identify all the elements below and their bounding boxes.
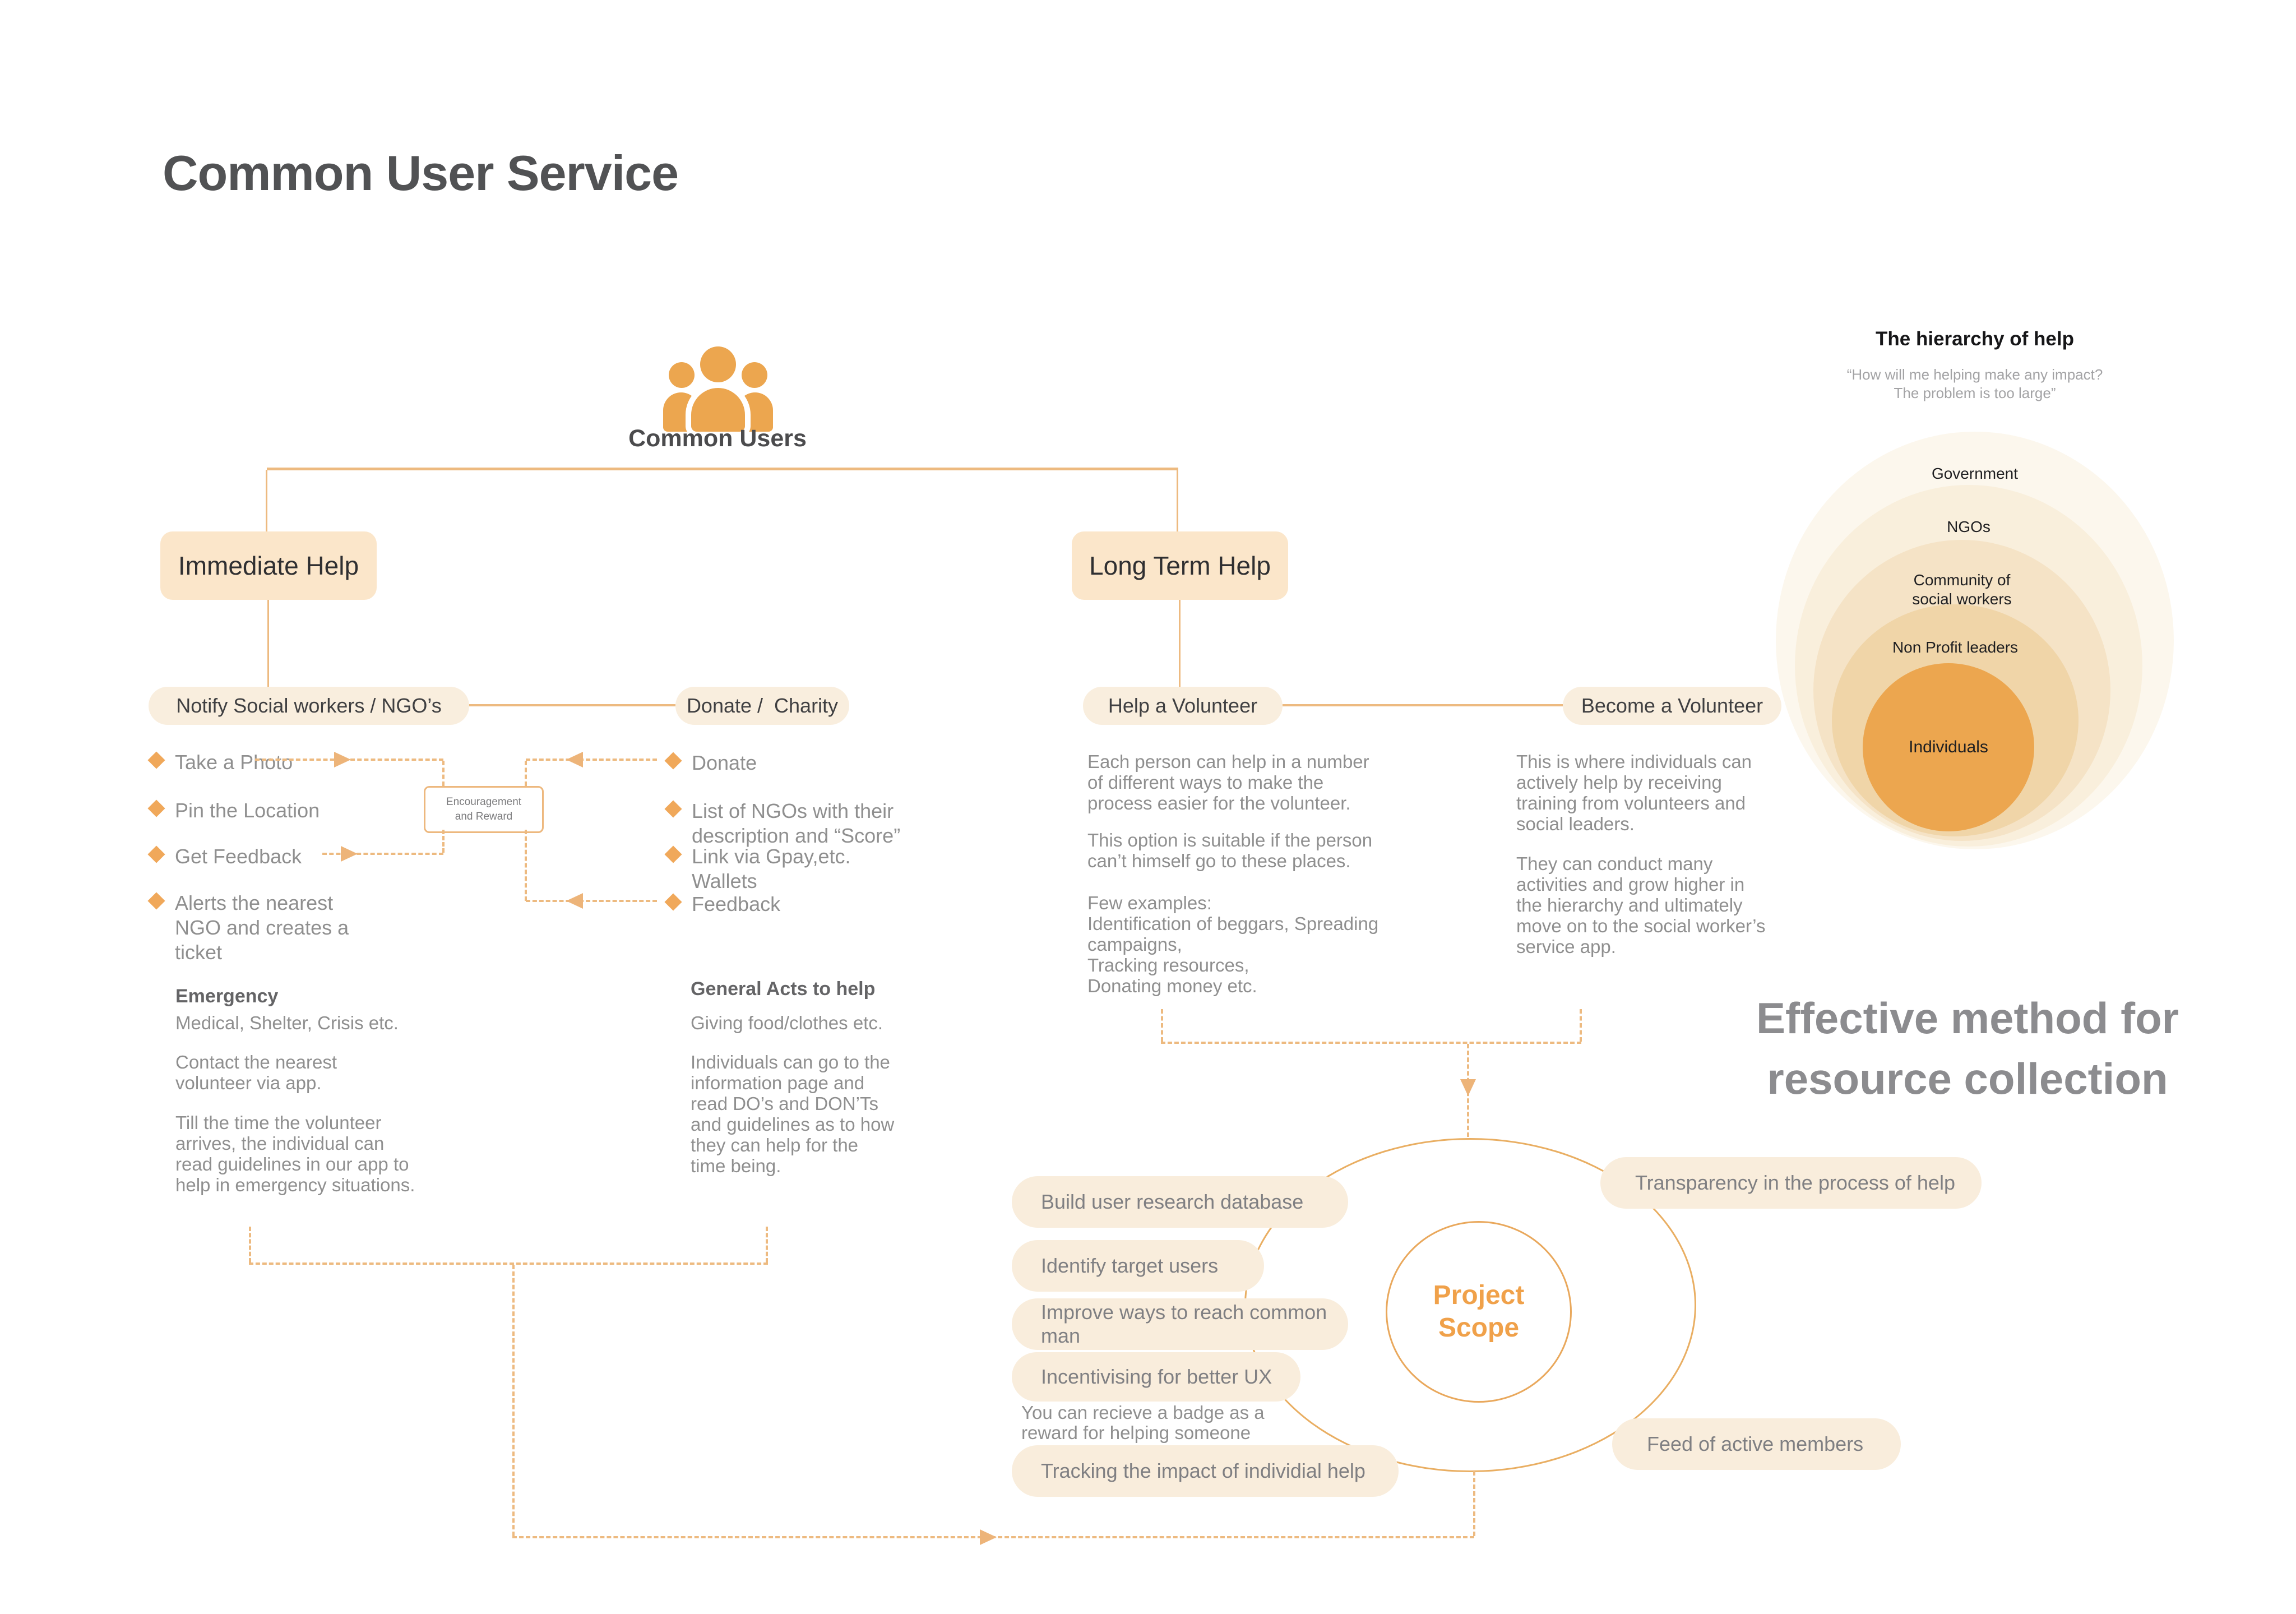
help-volunteer-paragraph-1: Each person can help in a number of different ways to make the process easier for the volunteer.	[1087, 751, 1369, 813]
person-left-head-icon	[669, 362, 695, 388]
dashed-bottom-right-stub	[766, 1227, 768, 1262]
become-volunteer-paragraph-1: This is where individuals can actively help by receiving training from volunteers and social leaders.	[1516, 751, 1752, 834]
hierarchy-title: The hierarchy of help	[1876, 328, 2074, 350]
connector-left-vertical	[266, 470, 267, 533]
notify-item-get-feedback: Get Feedback	[175, 845, 302, 868]
dashed-donate-line	[526, 759, 657, 761]
help-volunteer-paragraph-2: This option is suitable if the person can’t himself go to these places.	[1087, 830, 1373, 871]
general-acts-paragraph: Individuals can go to the information page and read DO’s and DON’Ts and guidelines as to how they can help for the time being.	[691, 1052, 895, 1176]
bubble-feed-active-members-label: Feed of active members	[1647, 1432, 1864, 1455]
diamond-bullet-icon	[147, 751, 165, 769]
dashed-get-feedback-rise	[442, 830, 445, 853]
diamond-bullet-icon	[664, 893, 682, 910]
donate-item-ngo-list: List of NGOs with their description and “Score”	[692, 799, 901, 847]
person-right-head-icon	[742, 362, 767, 388]
hierarchy-label-community: Community of social workers	[1912, 571, 2012, 608]
immediate-help-box	[160, 531, 377, 600]
bubble-build-user-research-label: Build user research database	[1041, 1190, 1304, 1213]
long-term-help-box	[1072, 531, 1288, 600]
connector-help-become	[1283, 704, 1563, 706]
hierarchy-label-individuals: Individuals	[1909, 738, 1988, 756]
notify-item-alerts-ngo: Alerts the nearest NGO and creates a ticket	[175, 891, 349, 964]
bubble-identify-target-users-label: Identify target users	[1041, 1254, 1219, 1277]
effective-method-heading: Effective method for resource collection	[1756, 993, 2179, 1103]
diamond-bullet-icon	[664, 752, 682, 769]
become-a-volunteer-label: Become a Volunteer	[1581, 694, 1763, 717]
notify-social-workers-label: Notify Social workers / NGO’s	[176, 694, 442, 717]
dashed-feedback-rise	[525, 830, 527, 901]
connector-longterm-to-help	[1179, 600, 1181, 687]
immediate-help-label: Immediate Help	[178, 551, 359, 580]
bubble-improve-ways	[1012, 1298, 1348, 1350]
bubble-incentivising	[1012, 1352, 1300, 1402]
encouragement-reward-box: Encouragement and Reward	[424, 786, 544, 833]
bubble-incentivising-label: Incentivising for better UX	[1041, 1365, 1272, 1388]
bubble-improve-ways-label: Improve ways to reach common man	[1041, 1301, 1327, 1347]
dashed-bracket-horizontal	[1161, 1042, 1581, 1044]
connector-top-horizontal	[267, 468, 1178, 470]
donate-item-gpay: Link via Gpay,etc. Wallets	[692, 845, 851, 892]
diamond-bullet-icon	[664, 800, 682, 817]
connector-immediate-to-notify	[267, 600, 269, 687]
arrow-right-icon	[334, 752, 351, 767]
emergency-heading: Emergency	[175, 986, 279, 1007]
page-title: Common User Service	[163, 145, 679, 201]
common-users-label: Common Users	[628, 425, 807, 452]
bubble-transparency-label: Transparency in the process of help	[1635, 1171, 1955, 1194]
dashed-donate-drop	[525, 761, 527, 786]
badge-reward-note: You can recieve a badge as a reward for helping someone	[1021, 1402, 1265, 1443]
common-users-icon	[663, 345, 773, 433]
diamond-bullet-icon	[147, 799, 165, 817]
diamond-bullet-icon	[147, 845, 165, 863]
arrow-down-icon	[1460, 1079, 1476, 1096]
hierarchy-label-ngos: NGOs	[1947, 518, 1991, 535]
person-center-head-icon	[700, 346, 736, 382]
hierarchy-quote: “How will me helping make any impact? The problem is too large”	[1846, 366, 2103, 401]
project-scope-label: Project Scope	[1433, 1280, 1525, 1343]
dashed-bottom-rise	[1473, 1471, 1475, 1536]
notify-item-pin-location: Pin the Location	[175, 799, 320, 822]
bubble-feed-active-members	[1612, 1418, 1901, 1470]
help-volunteer-paragraph-3: Few examples: Identification of beggars, Spreading campaigns, Tracking resources, Donating money etc.	[1087, 892, 1379, 996]
hierarchy-label-government: Government	[1931, 465, 2019, 482]
dashed-bottom-left-stub	[249, 1227, 251, 1262]
general-acts-heading: General Acts to help	[691, 978, 876, 1000]
dashed-bracket-left-stub	[1161, 1009, 1163, 1042]
notify-social-workers-pill	[149, 687, 469, 725]
bubble-build-user-research	[1012, 1176, 1348, 1228]
bubble-tracking-impact	[1012, 1445, 1399, 1497]
connector-notify-donate	[469, 704, 675, 706]
become-volunteer-paragraph-2: They can conduct many activities and grow higher in the hierarchy and ultimately move on to the social worker’s service app.	[1516, 853, 1766, 957]
help-a-volunteer-label: Help a Volunteer	[1108, 694, 1258, 717]
donate-item-donate: Donate	[692, 751, 757, 774]
arrow-right-icon	[341, 846, 358, 862]
hierarchy-label-nonprofit: Non Profit leaders	[1892, 639, 2019, 656]
bubble-identify-target-users	[1012, 1240, 1264, 1292]
arrow-left-icon	[566, 752, 583, 767]
donate-charity-pill	[675, 687, 849, 725]
diamond-bullet-icon	[664, 845, 682, 863]
diamond-bullet-icon	[147, 892, 165, 909]
bubble-tracking-impact-label: Tracking the impact of individial help	[1041, 1459, 1365, 1482]
dashed-bracket-right-stub	[1580, 1009, 1582, 1042]
notify-item-take-photo: Take a Photo	[175, 751, 293, 774]
general-acts-subline: Giving food/clothes etc.	[691, 1012, 883, 1033]
donate-charity-label: Donate / Charity	[686, 694, 839, 717]
dashed-take-photo-drop	[442, 761, 445, 786]
bubble-transparency	[1600, 1157, 1982, 1209]
long-term-help-label: Long Term Help	[1089, 551, 1271, 580]
donate-item-feedback: Feedback	[692, 892, 781, 915]
emergency-paragraph-1: Contact the nearest volunteer via app.	[175, 1052, 337, 1093]
arrow-left-icon	[566, 893, 583, 909]
become-a-volunteer-pill	[1563, 687, 1781, 725]
emergency-paragraph-2: Till the time the volunteer arrives, the individual can read guidelines in our app to help in emergency situations.	[175, 1112, 415, 1195]
arrow-right-icon	[980, 1529, 997, 1545]
dashed-bottom-drop	[512, 1265, 515, 1536]
emergency-subline: Medical, Shelter, Crisis etc.	[175, 1012, 399, 1033]
dashed-feedback-line	[526, 900, 657, 902]
connector-right-vertical	[1177, 470, 1178, 533]
dashed-bottom-horizontal	[249, 1262, 768, 1265]
help-a-volunteer-pill	[1083, 687, 1283, 725]
project-scope-circle	[1386, 1221, 1572, 1403]
